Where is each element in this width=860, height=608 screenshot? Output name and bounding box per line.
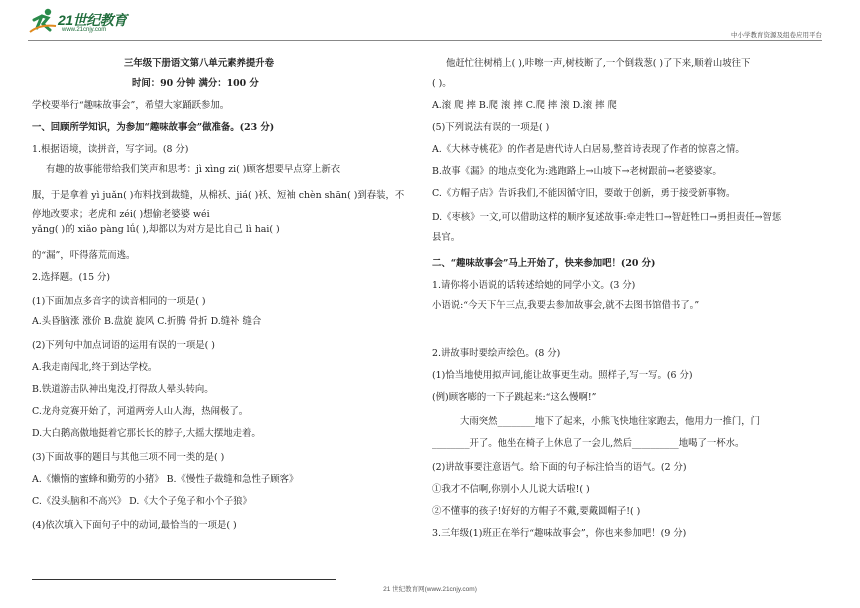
left-line: A.头昏脑涨 涨价 B.盘旋 旋风 C.折腾 骨折 D.缝补 缝合: [32, 316, 262, 327]
left-line: 的“漏”，吓得落荒而逃。: [32, 250, 136, 261]
left-line: 2.选择题。(15 分): [32, 272, 111, 283]
right-line: A.滚 爬 摔 B.爬 滚 摔 C.爬 摔 滚 D.滚 摔 爬: [432, 100, 617, 111]
right-line: ( )。: [432, 78, 452, 89]
right-line: 小语说:“今天下午三点,我要去参加故事会,就不去图书馆借书了。”: [432, 300, 700, 311]
right-line: 县官。: [432, 232, 461, 243]
page-footer: 21 世纪教育网(www.21cnjy.com): [383, 586, 477, 593]
right-line: B.故事《漏》的地点变化为:逃跑路上→山坡下→老树跟前→老婆婆家。: [432, 166, 722, 177]
footer-divider: [32, 579, 336, 580]
runner-logo-icon: [28, 6, 58, 34]
right-line: 2.讲故事时要绘声绘色。(8 分): [432, 348, 561, 359]
right-line: ①我才不信啊,你别小人儿说大话啦!( ): [432, 484, 590, 495]
platform-name: 中小学教育资源及组卷应用平台: [731, 32, 822, 39]
logo-text: 21世纪教育: [58, 12, 127, 28]
right-line: C.《方帽子店》告诉我们,不能因循守旧，要敢于创新，勇于接受新事物。: [432, 188, 736, 199]
right-line: (5)下列说法有误的一项是( ): [432, 122, 550, 133]
left-line: A.我走南闯北,终于到达学校。: [32, 362, 158, 373]
left-line: (4)依次填入下面句子中的动词,最恰当的一项是( ): [32, 520, 237, 531]
right-line: (2)讲故事要注意语气。给下面的句子标注恰当的语气。(2 分): [432, 462, 687, 473]
right-line: ________开了。他坐在椅子上休息了一会儿,然后__________地喝了一杯水。: [432, 438, 745, 449]
left-line: yǎng( )的 xiǎo pàng lǘ( ),却都以为对方是比自己 lì hai( ): [32, 224, 280, 235]
left-line: 1.根据语境，读拼音，写字词。(8 分): [32, 144, 189, 155]
right-line: 3.三年级(1)班正在举行“趣味故事会”，你也来参加吧！(9 分): [432, 528, 687, 539]
site-logo: [28, 6, 127, 34]
left-line: D.大白鹅高傲地挺着它那长长的脖子,大摇大摆地走着。: [32, 428, 261, 439]
left-line: A.《懒惰的蜜蜂和勤劳的小猪》 B.《慢性子裁缝和急性子顾客》: [32, 474, 299, 485]
right-line: D.《枣核》一文,可以借助这样的顺序复述故事:牵走牲口→智赶牲口→勇担责任→智惩: [432, 212, 782, 223]
left-line: B.铁道游击队神出鬼没,打得敌人晕头转向。: [32, 384, 214, 395]
left-line: 一、回顾所学知识，为参加“趣味故事会”做准备。(23 分): [32, 122, 275, 133]
left-line: (2)下列句中加点词语的运用有误的一项是( ): [32, 340, 215, 351]
logo-url: www.21cnjy.com: [62, 27, 107, 33]
right-line: A.《大林寺桃花》的作者是唐代诗人白居易,整首诗表现了作者的惊喜之情。: [432, 144, 745, 155]
right-line: 大雨突然________地下了起来，小熊飞快地往家跑去，他用力一推门，门: [460, 416, 761, 427]
left-line: C.龙舟竞赛开始了，河道两旁人山人海，热闹极了。: [32, 406, 249, 417]
left-line: 有趣的故事能带给我们笑声和思考：jì xìng zi( )顾客想要早点穿上新衣: [46, 164, 341, 175]
left-line: 学校要举行“趣味故事会”，希望大家踊跃参加。: [32, 100, 230, 111]
right-line: 他赶忙往树梢上( ),咔嚓一声,树枝断了,一个倒栽葱( )了下来,顺着山坡往下: [446, 58, 751, 69]
right-line: (1)恰当地使用拟声词,能让故事更生动。照样子,写一写。(6 分): [432, 370, 693, 381]
left-line: C.《没头脑和不高兴》 D.《大个子兔子和小个子狼》: [32, 496, 252, 507]
right-line: ②不懂事的孩子!好好的方帽子不戴,要戴圆帽子!( ): [432, 506, 641, 517]
left-line: 三年级下册语文第八单元素养提升卷: [124, 58, 275, 69]
right-line: (例)顾客嘭的一下子跳起来:“这么慢啊!”: [432, 392, 597, 403]
left-line: 时间：90 分钟 满分：100 分: [132, 78, 259, 89]
right-line: 1.请你将小语说的话转述给她的同学小文。(3 分): [432, 280, 636, 291]
right-line: 二、“趣味故事会”马上开始了，快来参加吧！(20 分): [432, 258, 656, 269]
header-divider: [28, 40, 822, 41]
left-line: 服，于是拿着 yì juǎn( )布料找到裁缝，从棉袄、jiá( )袄、短袖 chèn shān( )到春装，不停地改要求；老虎和 zéi( )想偷老婆婆 wéi: [32, 190, 405, 220]
left-line: (1)下面加点多音字的读音相同的一项是( ): [32, 296, 206, 307]
left-line: (3)下面故事的题目与其他三项不同一类的是( ): [32, 452, 225, 463]
